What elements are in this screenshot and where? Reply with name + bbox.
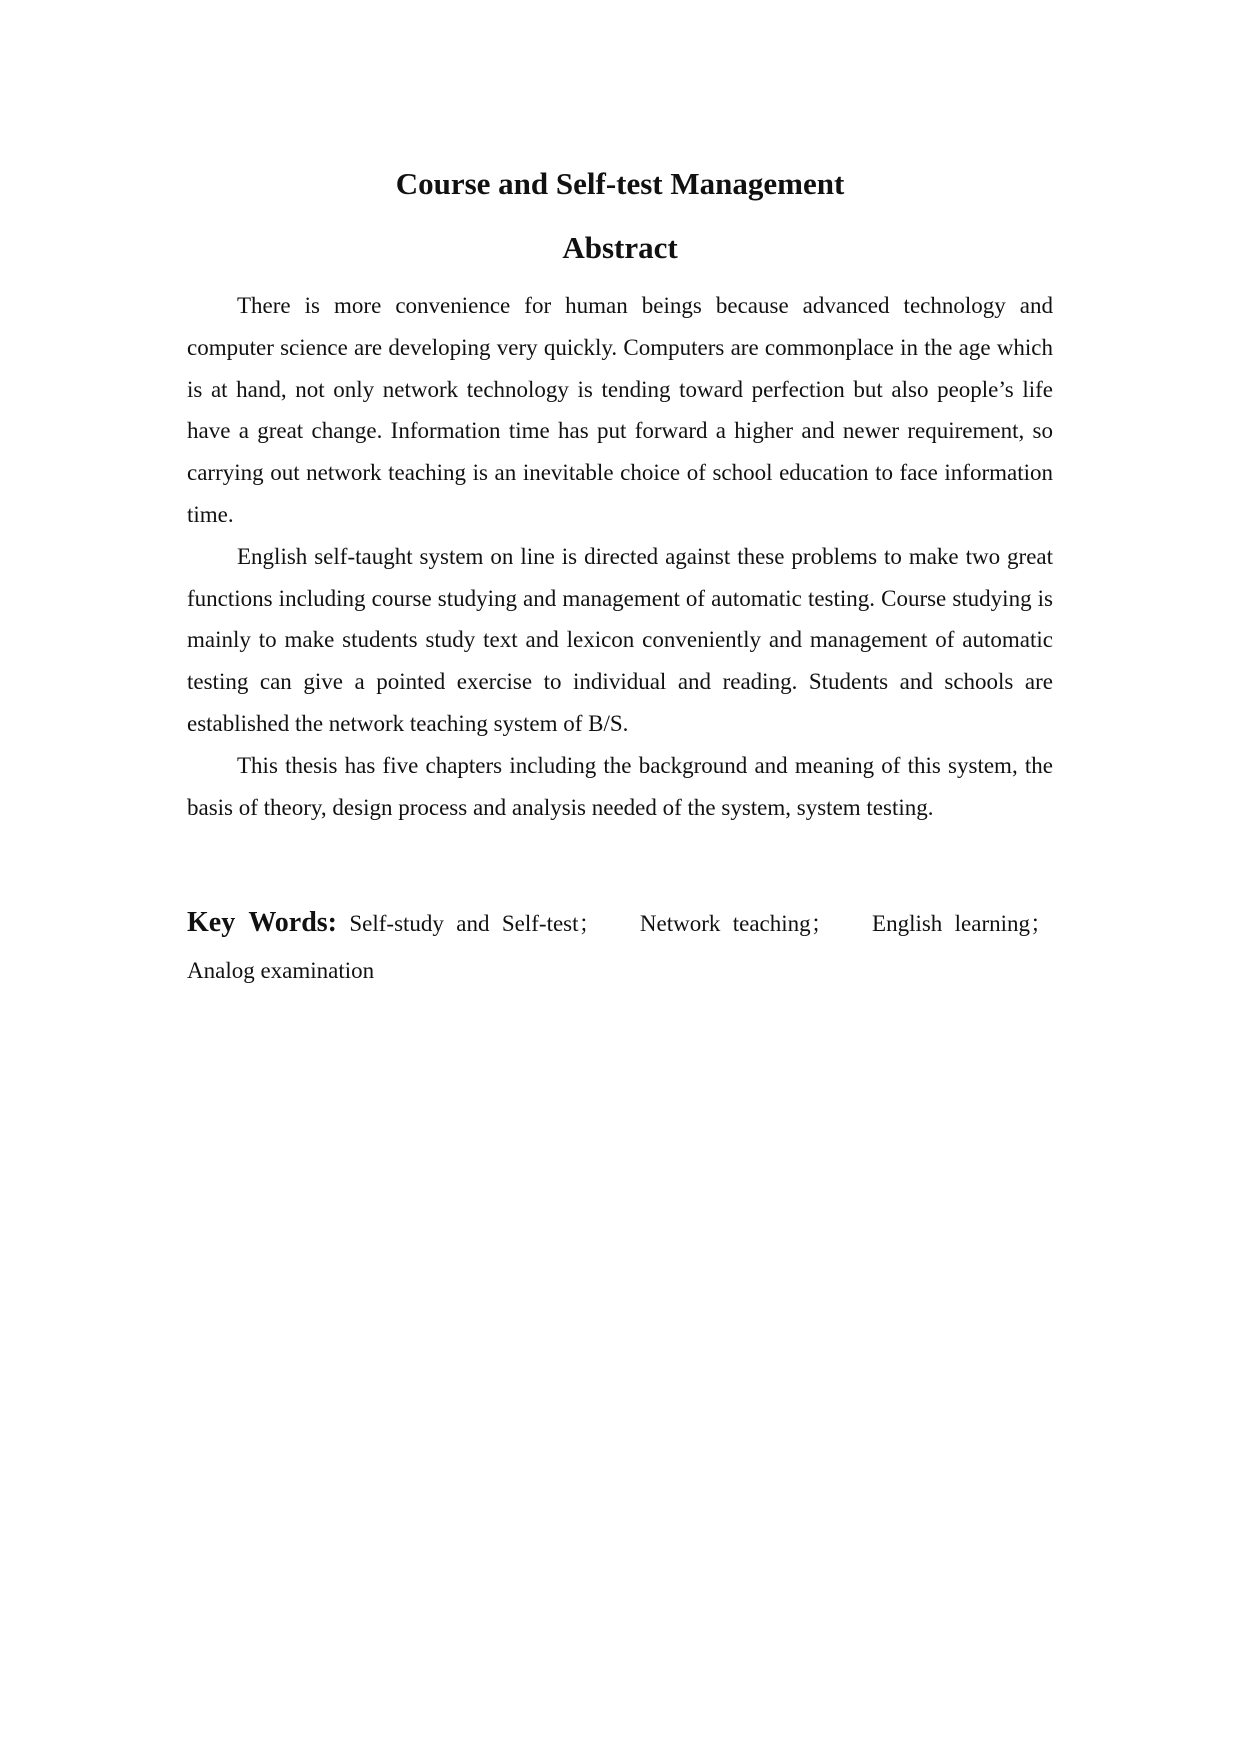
- abstract-heading: Abstract: [562, 230, 678, 265]
- keywords-line: [187, 899, 1053, 994]
- abstract-paragraph: English self-taught system on line is directed against these problems to make two great functions including course studying and management of automatic testing. Course studying is mainly to make students study text and lexicon conveniently and management of automatic testing can give a pointed exercise to individual and reading. Students and schools are established the network teaching system of B/S.: [187, 543, 1053, 736]
- keyword-item: Analog examination: [187, 958, 375, 983]
- abstract-paragraph: This thesis has five chapters including the background and meaning of this system, the basis of theory, design process and analysis needed of the system, system testing.: [187, 752, 1053, 820]
- document-title: Course and Self-test Management: [395, 166, 845, 201]
- keyword-item: Self-study and Self-test；: [349, 911, 602, 936]
- keywords-label: Key Words:: [187, 907, 337, 938]
- abstract-body: [187, 285, 1053, 828]
- document-page: [187, 0, 1053, 1754]
- keyword-item: English learning；: [872, 911, 1054, 936]
- abstract-paragraph: There is more convenience for human beings because advanced technology and computer science are developing very quickly. Computers are commonplace in the age which is at hand, not only network technology is tending toward perfection but also people’s life have a great change. Information time has put forward a higher and newer requirement, so carrying out network teaching is an inevitable choice of school education to face information time.: [187, 293, 1053, 527]
- keyword-item: Network teaching；: [639, 911, 834, 936]
